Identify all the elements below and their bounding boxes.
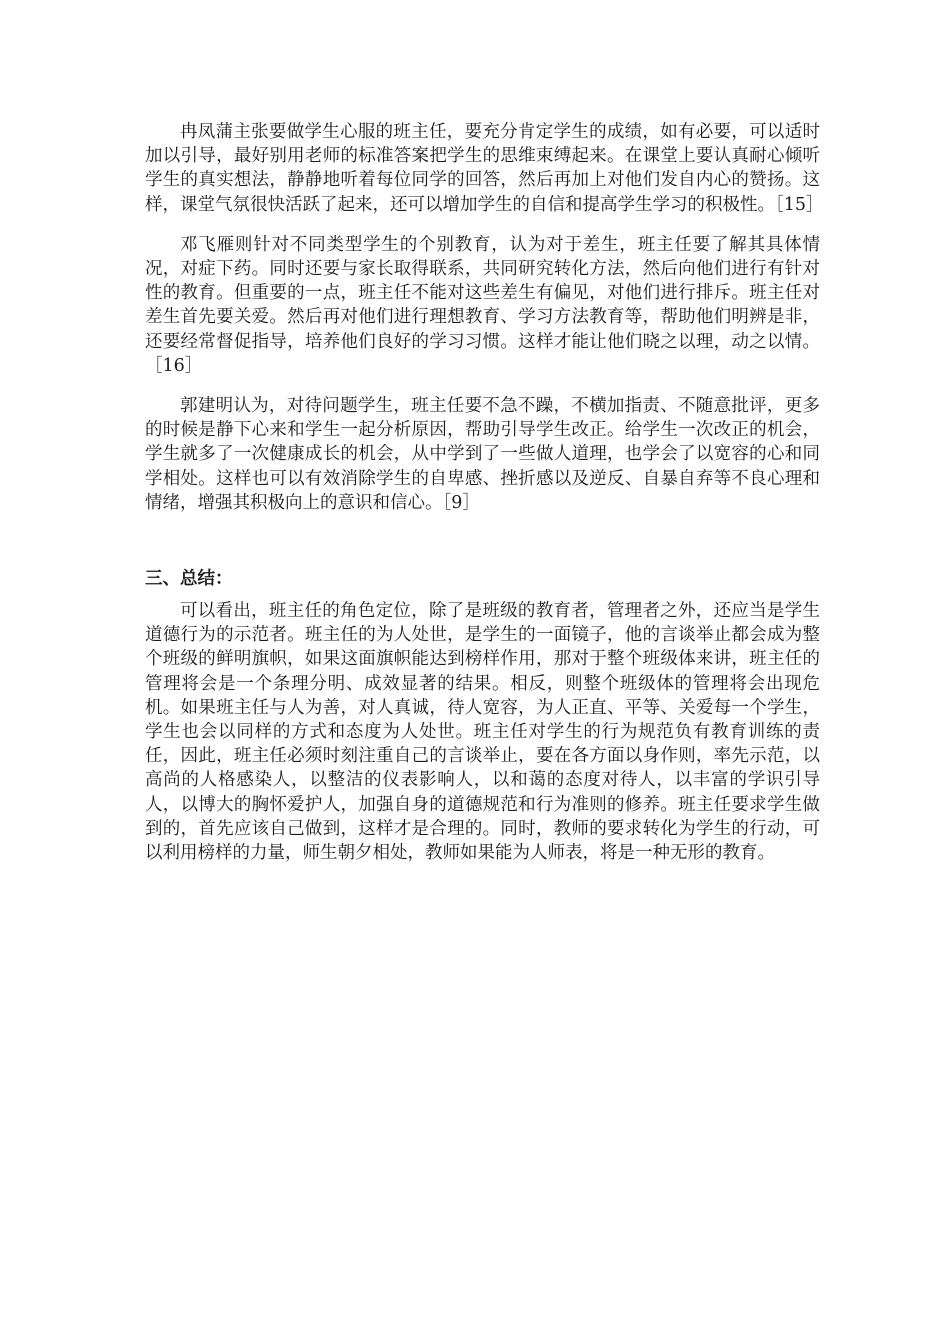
document-body bbox=[145, 120, 824, 865]
paragraph-deng-feiyan: 邓飞雁则针对不同类型学生的个别教育，认为对于差生，班主任要了解其具体情况，对症下药。同时还要与家长取得联系，共同研究转化方法，然后向他们进行有针对性的教育。但重要的一点，班主任不能对这些差生有偏见，对他们进行排斥。班主任对差生首先要关爱。然后再对他们进行理想教育、学习方法教育等，帮助他们明辨是非，还要经常督促指导，培养他们良好的学习习惯。这样才能让他们晓之以理，动之以情。［16］ bbox=[145, 234, 820, 376]
section-heading-summary: 三、总结： bbox=[145, 569, 233, 590]
paragraph-summary: 可以看出，班主任的角色定位，除了是班级的教育者，管理者之外，还应当是学生道德行为的示范者。班主任的为人处世，是学生的一面镜子，他的言谈举止都会成为整个班级的鲜明旗帜，如果这面旗帜能达到榜样作用，那对于整个班级体来讲，班主任的管理将会是一个条理分明、成效显著的结果。相反，则整个班级体的管理将会出现危机。如果班主任与人为善，对人真诚，待人宽容，为人正直、平等、关爱每一个学生，学生也会以同样的方式和态度为人处世。班主任对学生的行为规范负有教育训练的责任，因此，班主任必须时刻注重自己的言谈举止，要在各方面以身作则，率先示范，以高尚的人格感染人，以整洁的仪表影响人，以和蔼的态度对待人，以丰富的学识引导人，以博大的胸怀爱护人，加强自身的道德规范和行为准则的修养。班主任要求学生做到的，首先应该自己做到，这样才是合理的。同时，教师的要求转化为学生的行动，可以利用榜样的力量，师生朝夕相处，教师如果能为人师表，将是一种无形的教育。 bbox=[145, 601, 820, 864]
paragraph-guo-jianming: 郭建明认为，对待问题学生，班主任要不急不躁，不横加指责、不随意批评，更多的时候是静下心来和学生一起分析原因，帮助引导学生改正。给学生一次改正的机会，学生就多了一次健康成长的机会，从中学到了一些做人道理，也学会了以宽容的心和同学相处。这样也可以有效消除学生的自卑感、挫折感以及逆反、自暴自弃等不良心理和情绪，增强其积极向上的意识和信心。［9］ bbox=[145, 396, 820, 513]
paragraph-ran-fengpu: 冉凤蒲主张要做学生心服的班主任，要充分肯定学生的成绩，如有必要，可以适时加以引导，最好别用老师的标准答案把学生的思维束缚起来。在课堂上要认真耐心倾听学生的真实想法，静静地听着每位同学的回答，然后再加上对他们发自内心的赞扬。这样，课堂气氛很快活跃了起来，还可以增加学生的自信和提高学生学习的积极性。［15］ bbox=[145, 122, 824, 215]
